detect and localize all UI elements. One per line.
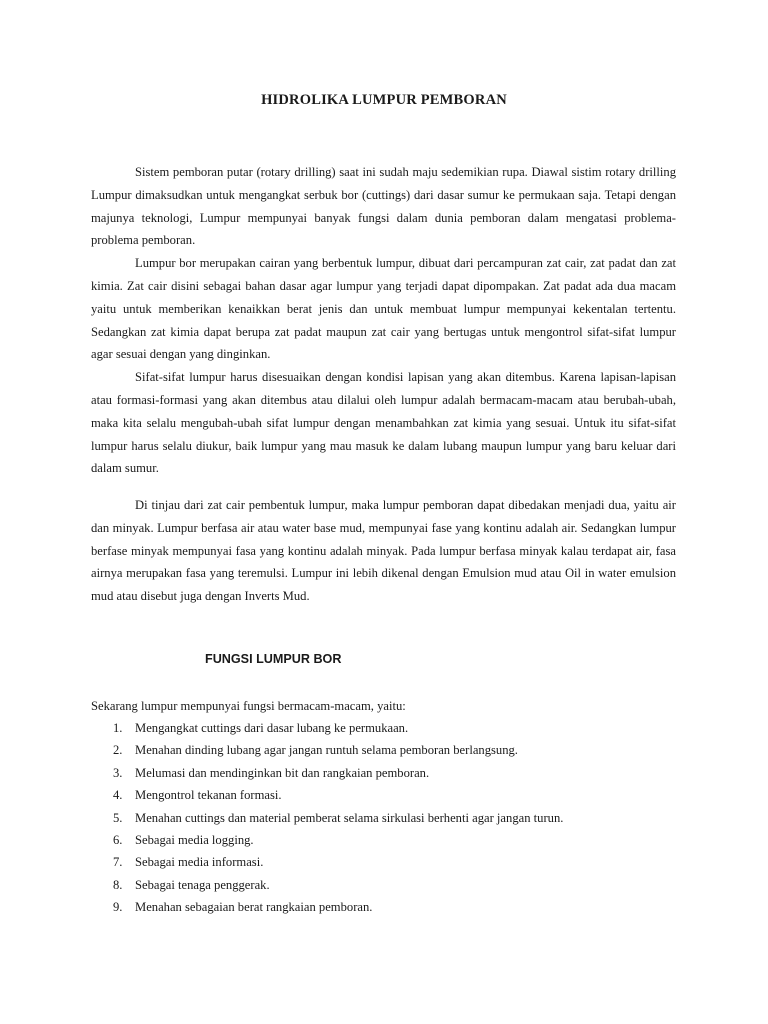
list-item-text: Menahan dinding lubang agar jangan runtuh selama pemboran berlangsung. [135,743,518,758]
document-title: HIDROLIKA LUMPUR PEMBORAN [261,92,507,108]
list-item-number: 6. [113,832,123,847]
list-item-text: Menahan cuttings dan material pemberat selama sirkulasi berhenti agar jangan turun. [135,810,564,825]
list-item-number: 1. [113,721,123,735]
list-item-number: 5. [113,810,123,825]
list-item-text: Sebagai tenaga penggerak. [135,877,270,892]
body-paragraphs-bottom [91,494,676,608]
list-item [91,719,563,741]
functions-list [91,719,563,921]
list-item [91,786,563,808]
paragraph-zat-cair: Di tinjau dari zat cair pembentuk lumpur, maka lumpur pemboran dapat dibedakan menjadi dua, yaitu air dan minyak. Lumpur berfasa air atau water base mud, mempunyai fase yang kontinu adalah air. Sedangkan lumpur berfase minyak mempunyai fasa yang kontinu adalah minyak. Pada lumpur berfasa minyak kalau terdapat air, fasa airnya merupakan fasa yang teremulsi. Lumpur ini lebih dikenal dengan Emulsion mud atau Oil in water emulsion mud atau disebut juga dengan Inverts Mud. [91,498,676,604]
list-item [91,898,563,920]
list-item-text: Sebagai media informasi. [135,855,264,870]
list-item [91,876,563,898]
list-item-number: 8. [113,877,123,892]
list-item-text: Menahan sebagaian berat rangkaian pemboran. [135,900,373,915]
list-item-text: Melumasi dan mendinginkan bit dan rangkaian pemboran. [135,765,430,780]
body-paragraphs-top [91,161,676,480]
list-item-number: 9. [113,900,123,915]
list-item [91,853,563,875]
paragraph-sifat-lumpur: Sifat-sifat lumpur harus disesuaikan dengan kondisi lapisan yang akan ditembus. Karena lapisan-lapisan atau formasi-formasi yang akan ditembus atau dilalui oleh lumpur adalah bermacam-macam atau berubah-ubah, maka kita selalu mengubah-ubah sifat lumpur dengan menambahkan zat kimia yang sesuai. Untuk itu sifat-sifat lumpur harus selalu diukur, baik lumpur yang mau masuk ke dalam lubang maupun lumpur yang baru keluar dari dalam sumur. [91,370,676,476]
list-item-number: 3. [113,765,123,780]
list-item-number: 7. [113,855,123,870]
list-item [91,741,563,763]
list-intro: Sekarang lumpur mempunyai fungsi bermacam-macam, yaitu: [91,699,406,713]
list-item-number: 2. [113,743,123,758]
list-item [91,809,563,831]
section-heading-fungsi: FUNGSI LUMPUR BOR [205,652,342,666]
list-item [91,764,563,786]
list-item-text: Mengangkat cuttings dari dasar lubang ke permukaan. [135,721,409,735]
paragraph-rotary-drilling: Sistem pemboran putar (rotary drilling) saat ini sudah maju sedemikian rupa. Diawal sistim rotary drilling Lumpur dimaksudkan untuk mengangkat serbuk bor (cuttings) dari dasar sumur ke permukaan saja. Tetapi dengan majunya teknologi, Lumpur mempunyai banyak fungsi dalam dunia pemboran dalam mengatasi problema-problema pemboran. [91,165,676,248]
list-item-text: Mengontrol tekanan formasi. [135,788,282,803]
list-item-text: Sebagai media logging. [135,832,254,847]
paragraph-lumpur-bor: Lumpur bor merupakan cairan yang berbentuk lumpur, dibuat dari percampuran zat cair, zat padat dan zat kimia. Zat cair disini sebagai bahan dasar agar lumpur yang terjadi dapat dipompakan. Zat padat ada dua macam yaitu untuk memberikan kenaikkan berat jenis dan untuk membuat lumpur mempunyai kekentalan tertentu. Sedangkan zat kimia dapat berupa zat padat maupun zat cair yang bertugas untuk mengontrol sifat-sifat lumpur agar sesuai dengan yang dinginkan. [91,256,676,362]
list-item [91,831,563,853]
list-item-number: 4. [113,788,123,803]
